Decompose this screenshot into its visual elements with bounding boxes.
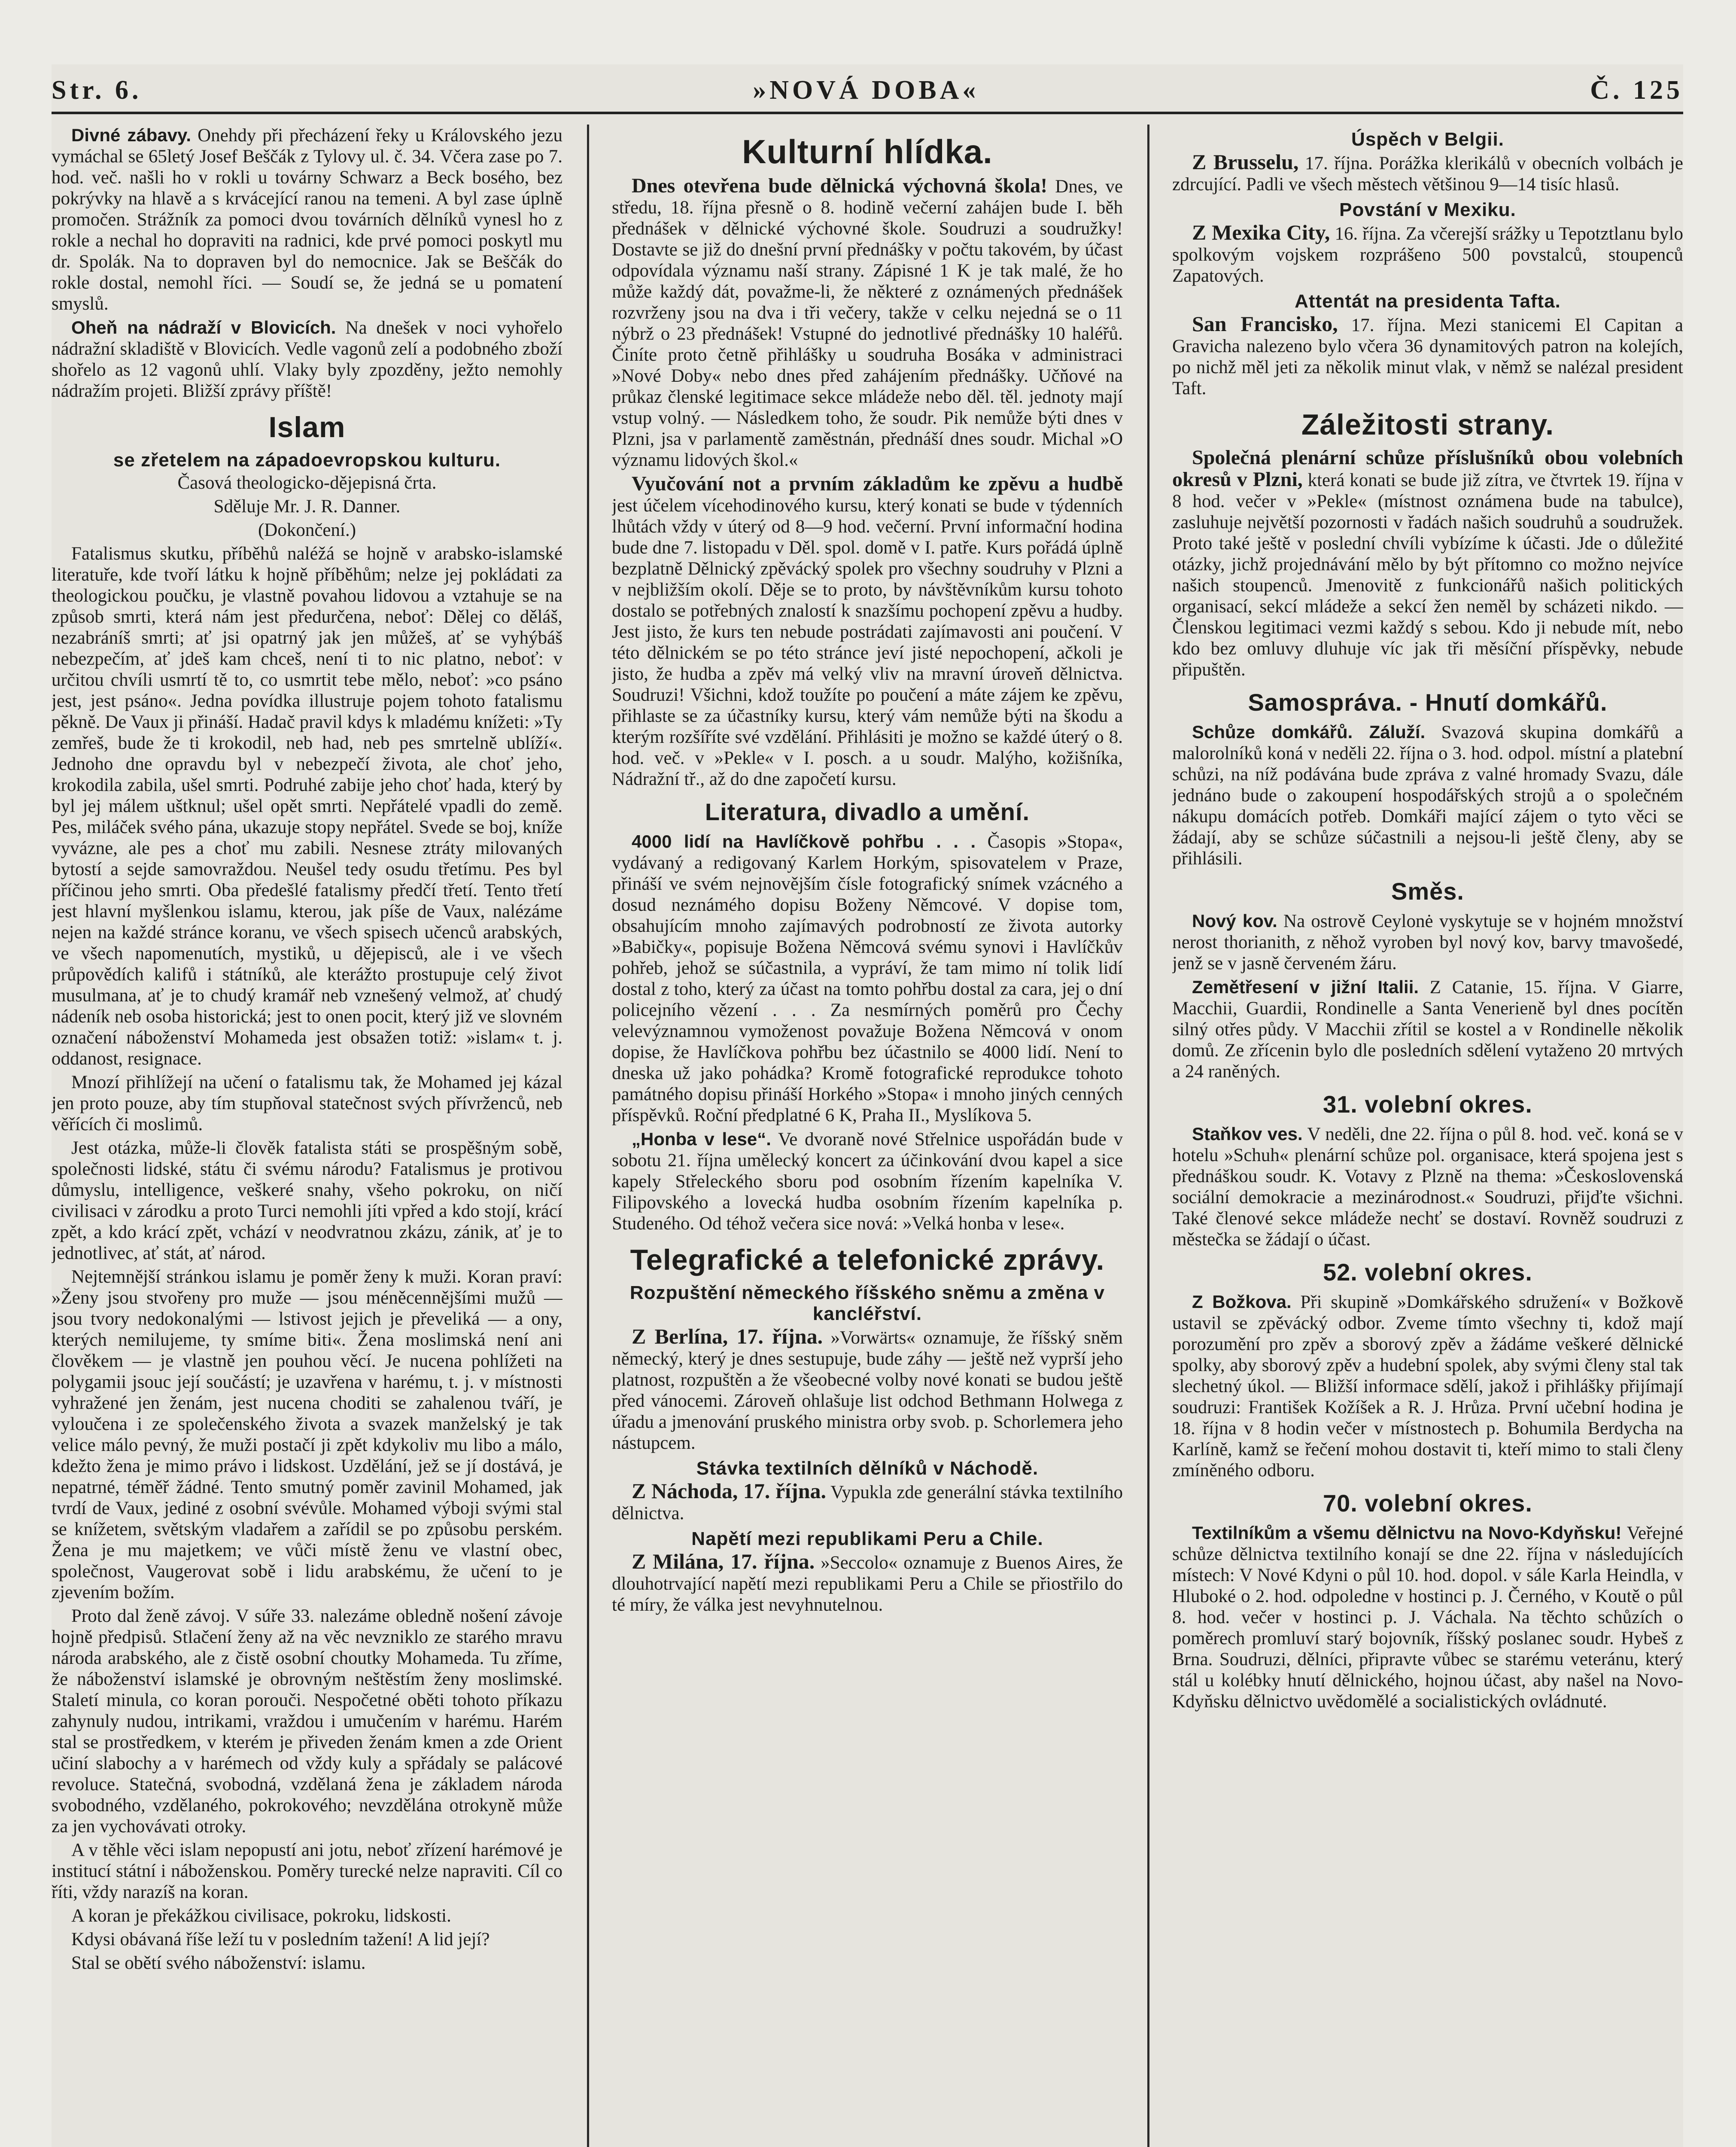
article-text: jest účelem vícehodinového kursu, který konati se bude v týdenních lhůtách vždy v úterý od 8—9 hod. večerní. První informační hodina bude dne 7. listopadu v Děl. spol. domě v I. patře. Kurs pořádá úplně bezplatně Dělnický zpěvácký spolek pro všechny soudruhy v Plzni a v nejbližším okolí. Děje se to proto, by návštěvníkům kursu tohoto dostalo se potřebných znalostí k snazšímu pochopení zpěvu a hudby. Jest jisto, že kurs ten nebude postrádati zajímavosti ani poučení. V této dělnickém se po této stránce jeví jisté nepochopení, ačkoli je jisto, že hudba a zpěv má velký vliv na mravní úroveň dělnictva. Soudruzi! Všichni, kdož toužíte po poučení a máte zájem ke zpěvu, přihlaste se za účastníky kursu, který vám nemůže býti na škodu a kterým rozšíříte své vzdělání. Přihlásiti je možno se každé úterý o 8. hod. več. v »Pekle« v I. posch. a u soudr. Malýho, kožišníka, Nádražní tř., až do dne započetí kursu. — [612, 496, 1123, 789]
article-honba-v-lese — [612, 1128, 1123, 1234]
news-text: Za včerejší srážky u Tepotztlanu bylo spolkovým vojskem rozprášeno 500 povstalců, stoupenců Zapatových. — [1172, 224, 1683, 286]
article-vyucovani-not — [612, 473, 1123, 790]
article-ohen-blovice — [52, 317, 562, 401]
news-milan — [612, 1551, 1123, 1615]
article-lead: Vyučování not a prvním základům ke zpěvu a hudbě — [632, 472, 1123, 495]
page-header — [52, 64, 1683, 114]
article-zemetreseni — [1172, 976, 1683, 1082]
news-berlin — [612, 1326, 1123, 1454]
article-text: která konati se bude již zítra, ve čtvrtek 19. října v 8 hod. večer v »Pekle« (místnost oznámena bude na tabulce), zasluhuje největší pozornosti v řadách našich soudruhů a soudružek. Proto také ještě v poslední chvíli vybízíme k účasti. Jde o důležité otázky, jichž projednávání mělo by být přítomno co možno nejvíce našich stoupenců. Jmenovitě z funkcionářů našich politických organisací, sekcí mládeže a sekcí žen neměl by scházeti nikdo. — Členskou legitimaci vezmi každý s sebou. Kdo ji nebude mít, nebo kdo bez omluvy dluhuje víc jak tři měsíční příspěvky, nebude připuštěn. — [1172, 470, 1683, 680]
column-rule-2 — [1147, 125, 1149, 2147]
article-text: Dnes, ve středu, 18. října přesně o 8. hodině večerní zahájen bude I. běh přednášek v dělnické výchovné škole. Soudruzi a soudružky! Dostavte se již do dnešní první přednášky v počtu takovém, by účast odpovídala významu naší strany. Zápisné 1 K je tak malé, že ho může každý dát, považme-li, že některé z oznámených přednášek rozvrženy jsou na dva i tři večery, takže v celku nejedná se o 11 nýbrž o 23 přednášek! Vstupné do jednotlivé přednášky 10 haléřů. Činíte proto četně přihlášky u soudruha Bosáka v administraci »Nové Doby« nebo dnes před zahájením přednášky. Učňové na průkaz členské legitimace sekce mládeže nebo děl. těl. jednoty mají vstup volný. — Následkem toho, že soudr. Pik nemůže býti dnes v Plzni, jsa v parlamentě zaměstnán, přednáší dnes soudr. Michal »O významu lidových škol.« — [612, 176, 1123, 470]
article-lead: Staňkov ves. — [1192, 1124, 1303, 1144]
news-headline: Rozpuštění německého říšského sněmu a změna v kancléřství. — [629, 1282, 1105, 1324]
article-lead: Společná plenární schůze příslušníků obou volebních okresů v Plzni, — [1172, 446, 1683, 491]
paragraph: Fatalismus skutku, příběhů naléžá se hojně v arabsko-islamské literatuře, kde tvoří látku k hojně příběhům; nelze jej pokládati za theologickou poučku, je vlastně povahou lidovou a vztahuje se na způsob smrti, která nám jest předurčena, neboť: Dělej co děláš, nezabráníš smrti; ať jsi opatrný jak jen můžeš, ať se vyhýbáš nebezpečím, ať jdeš kam chceš, není ti to nic platno, neboť: v určitou chvíli usmrtí tě to, co usmrtit tebe mělo, neboť: »co psáno jest, jest psáno«. Jedna povídka illustruje pojem tohoto fatalismu pěkně. De Vaux ji přináší. Hadač pravil kdys k mladému knížeti: »Ty zemřeš, bude že ti krokodil, neb had, neb pes smrtelně ublíží«. Jednoho dne opravdu byl v nebezpečí života, ale choť jeho, krokodila zabila, ušel smrti. Podruhé zabije jeho choť hada, který by byl jej málem uštknul; ušel opět smrti. Nepřátelé vpadli do země. Pes, miláček svého pána, ukazuje stopy nepřátel. Svede se boj, kníže vyvázne, ale pes a choť mu zabili. Nesnese ztráty milovaných bytostí a sejde samovraždou. Neušel tedy osudu třetímu. Pes byl příčinou jeho smrti. Oba předešlé fatalismy předčí třetí. Tento třetí jest hlavní myšlenkou islamu, kterou, jak píše de Vaux, nalézáme nejen na každé stránce koranu, ve všech spisech učenců arabských, ve všech napomenutích, mystiků, u dějepisců, ale i ve všech průpovědích kalifů i státníků, ale kterážto prostupuje celý život musulmana, ať je to chudý kramář neb vznešený velmož, ať chudý nádeník neb osoba historická; jest to onen pocit, který již ve slovném označení náboženství Mohameda jest obsažen totiž: »islam« t. j. oddanost, resignace. — [52, 544, 562, 1069]
paragraph: A koran je překážkou civilisace, pokroku, lidskosti. — [71, 1906, 451, 1926]
article-bozkov — [1172, 1291, 1683, 1481]
news-headline: Úspěch v Belgii. — [1351, 129, 1504, 150]
article-text: Svazová skupina domkářů a malorolníků koná v neděli 22. října o 3. hod. odpol. místní a platební schůzi, na níž podávána bude zpráva z valné hromady Svazu, dále jednáno bude o zakoupení hospodářských strojů a o společném nákupu domácích potřeb. Domkáři mající zájem o tyto věci se žádají, aby se schůze súčastnili a nejsou-li ještě členy, aby se přihlásili. — [1172, 722, 1683, 869]
article-caption: Časová theologicko-dějepisná črta. — [177, 473, 437, 493]
article-divne-zabavy — [52, 125, 562, 314]
masthead-title: »NOVÁ DOBA« — [753, 76, 979, 105]
paragraph: A v těhle věci islam nepopustí ani jotu, neboť zřízení harémové je institucí státní i náboženskou. Poměry turecké nelze napraviti. Cíl co říti, vždy narazíš na koran. — [52, 1840, 562, 1902]
article-text: Onehdy při přecházení řeky u Královského jezu vymáchal se 65letý Josef Beščák z Tylovy ul. č. 34. Včera zase po 7. hod. več. našli ho v rokli u továrny Schwarz a Beck bosého, bez pokrývky na hlavě a s krvácející ranou na temeni. A byl zase úplně promočen. Strážník za pomoci dvou továrních dělníků vynesl ho z rokle a nechal ho dopraviti na radnici, kde prvé pomoci poskytl mu dr. Spolák. Na to dopraven byl do nemocnice. Jak se Beščák do rokle dostal, nemohl říci. — Soudí se, že jedná se u pomatení smyslů. — [52, 125, 562, 314]
news-san-francisko — [1172, 313, 1683, 399]
paragraph: Proto dal ženě závoj. V súře 33. nalezáme obledně nošení závoje hojně předpisů. Stlačení ženy až na věc nevzniklo ze starého mravu národa arabského, ale z čistě osobní choutky Mohameda. Tu zříme, že náboženství islamské je obrovným neštěstím ženy moslimské. Staletí minula, co koran porouči. Nespočetné oběti tohoto příkazu zahynuly nudou, intrikami, vraždou i umučením v harému. Harém stal se prostředkem, v kterém je přiveden ženám kmen a zde Orient učiní slabochy a v harémech od vždy kuly a spřádaly se palácové revoluce. Statečná, svobodná, vzdělaná žena je základem národa svobodného, vzdělaného, pokrokového; nevzdělána otrokyně může za jen vychovávati otroky. — [52, 1606, 562, 1837]
column-middle — [612, 125, 1123, 2147]
section-title-zalezitosti-strany: Záležitosti strany. — [1301, 408, 1554, 441]
article-lead: Oheň na nádraží v Blovicích. — [71, 317, 336, 338]
news-text: »Vorwärts« oznamuje, že říšský sněm německý, který je dnes sestupuje, bude záhy — ještě než vyprší jeho platnost, rozpuštěn a že všeobecné volby nové konati se budou ještě před vánocemi. Zároveň ohlašuje list odchod Bethmann Holwega z úřadu a jmenování pruského ministra orby svob. p. Schorlemera jeho nástupcem. — [612, 1328, 1123, 1453]
paragraph: Nejtemnější stránkou islamu je poměr ženy k muži. Koran praví: »Ženy jsou stvořeny pro muže — jsou méněcennějšími mužů — jsou tvory nedokonalými — lstivost jejich je převeliká — a ony, kterých nemilujeme, ty smíme biti«. Žena moslimská není ani člověkem — je vlastně jen pouhou věcí. Je nucena pohlížeti na polygamii jsouc její součástí; je uzavřena v harému, t. j. v místnosti vyhražené jen ženám, jest nucena choditi se zahalenou tváří, je vyloučena i ze společenského života a svazek manželský je tak velice málo pevný, že muži postačí ji zpět kdykoliv mu libo a málo, kdežto žena je mimo právo i lidskost. Uzdělání, jež se jí dostává, je nepatrné, téměř žádné. Tento smutný poměr zavinil Mohamed, jak tvrdí de Vaux, jediné z osobní svévůle. Mohamed výboji svými stal se knížetem, světským vladařem a zařídil se po způsobu perském. Žena je mu majetkem; ve vůči místě ženu ve vlastní obec, společnost, Vaugerovat sobě i lidu arabskému, že učení to je zjevením božím. — [52, 1267, 562, 1603]
article-lead: Nový kov. — [1192, 911, 1277, 931]
section-title-31-okres: 31. volební okres. — [1323, 1091, 1532, 1118]
section-title-literatura: Literatura, divadlo a umění. — [705, 798, 1030, 825]
article-lead: Schůze domkářů. Záluží. — [1192, 722, 1426, 742]
article-lead: Dnes otevřena bude dělnická výchovná škola! — [632, 174, 1048, 197]
article-title-islam: Islam — [268, 411, 346, 444]
article-text: Z Catanie, 15. října. V Giarre, Macchii, Guardii, Rondinelle a Santa Venerieně byl dnes pocítěn silný otřes půdy. V Macchii zřítil se kostel a v Rondinelle několik domů. Ze zřícenin bylo dle posledních sdělení vytaženo 20 mrtvých a 24 raněných. — [1172, 977, 1683, 1082]
news-headline: Napětí mezi republikami Peru a Chile. — [691, 1528, 1043, 1549]
news-date: 17. října. — [1351, 315, 1426, 335]
news-text: Mezi stanicemi El Capitan a Gravicha nalezeno bylo včera 36 dynamitových patron na kolejích, po nichž měl jeti za několik minut vlak, v němž se nalézal president Taft. — [1172, 315, 1683, 398]
news-text: Vypukla zde generální stávka textilního dělnictva. — [612, 1482, 1123, 1524]
article-text: V neděli, dne 22. října o půl 8. hod. več. koná se v hotelu »Schuh« plenární schůze pol. organisace, která spojena jest s přednáškou soudr. K. Votavy z Plzně na thema: »Československá sociální demokracie a mezinárodnost.« Soudruzi, přijďte všichni. Také členové sekce mládeže nechť se dostaví. Rovněž soudruzi z městečka se žádají o účast. — [1172, 1124, 1683, 1250]
news-dateline: Z Berlína, 17. října. — [632, 1324, 823, 1348]
newspaper-page — [52, 64, 1683, 2147]
article-text: Na dnešek v noci vyhořelo nádražní skladiště v Blovicích. Vedle vagonů zelí a podobného zboží shořelo as 12 vagonů uhlí. Vlaky byly zpozděny, ježto nemohly nádražím projeti. Bližší zprávy příště! — [52, 318, 562, 401]
paragraph: Jest otázka, může-li člověk fatalista státi se prospěšným sobě, společnosti lidské, státu či svému národu? Fatalismus je protivou důmyslu, intelligence, veškeré snahy, všeho pokroku, on ničí civilisaci v zárodku a proto Turci nemohli jíti vpřed a kdo stojí, krácí zpět, a kdo krácí zpět, vchází v neodvratnou zkázu, zánik, ať je to jednotlivec, ať stát, ať národ. — [52, 1138, 562, 1263]
article-text: Při skupině »Domkářského sdružení« v Božkově ustavil se zpěvácký odbor. Zveme tímto všechny ti, kdož mají porozumění pro zpěv a sborový zpěv a žádáme veškeré dělnické spolky, aby sborový zpěv a hudební spolek, aby svými členy stal tak slechetný úkol. — Bližší informace sdělí, jakož i přihlášky přijímají soudruzi: František Kožíšek a R. J. Hrůza. První učební hodina je 18. října v 8 hodin večer v místnostech p. Bohumila Berdycha na Karlíně, kamž se řečení mohou dostavit ti, kteří mimo to stali členy zmíněného odboru. — [1172, 1292, 1683, 1481]
news-brussel — [1172, 152, 1683, 195]
article-author: Sděluje Mr. J. R. Danner. — [213, 496, 401, 517]
article-delnicka-skola — [612, 175, 1123, 471]
news-mexiko — [1172, 222, 1683, 286]
news-dateline: Z Milána, 17. října. — [632, 1549, 815, 1573]
article-textilnikum — [1172, 1522, 1683, 1712]
article-lead: „Honba v lese“. — [632, 1129, 771, 1149]
article-plenarni-schuze — [1172, 447, 1683, 680]
article-stankov — [1172, 1123, 1683, 1250]
article-havlickuv-pohreb — [612, 831, 1123, 1126]
news-text: »Seccolo« oznamuje z Buenos Aires, že dlouhotrvající napětí mezi republikami Peru a Chile se přiostřilo do té míry, že válka jest nevyhnutelnou. — [612, 1553, 1123, 1615]
section-title-70-okres: 70. volební okres. — [1323, 1490, 1532, 1517]
article-novy-kov — [1172, 910, 1683, 974]
news-nachod — [612, 1481, 1123, 1524]
section-title-samosprava: Samospráva. - Hnutí domkářů. — [1248, 689, 1608, 716]
news-text: Porážka klerikálů v obecních volbách je zdrcující. Padli ve všech městech většinou 9—14 tisíc hlasů. — [1172, 153, 1683, 195]
news-place: San Francisko, — [1192, 312, 1338, 336]
article-continuation: (Dokončení.) — [258, 520, 356, 540]
article-text: Časopis »Stopa«, vydávaný a redigovaný Karlem Horkým, spisovatelem v Praze, přináší ve svém nejnovějším čísle fotografický snímek vzácného a dosud neznámého dopisu Boženy Němcové. V dopise tom, obsahujícím mnoho zajímavých podrobností ze života autorky »Babičky«, popisuje Božena Němcová svému synovi i Havlíčkův pohřeb, jehož se súčastnila, a vypráví, že tam mimo ní tolik lidí dostal z toho, který za účast na tomto pohřbu dostal za cara, jej o dní policejního vězení . . . Za nesmírných poměrů pro Čechy velevýznamnou vymoženost považuje Božena Němcová v onom dopise, že Havlíčkova pohřbu bez účastnilo se 4000 lidí. Není to dneska už jako pohádka? Kromě fotografické reprodukce tohoto památného dopisu přináší Horkého »Stopa« i mnoho jiných cenných příspěvků. Roční předplatné 6 K, Praha II., Myslíkova 5. — [612, 832, 1123, 1125]
news-date: 16. října. — [1335, 224, 1401, 244]
news-dateline: Z Náchoda, 17. října. — [632, 1479, 827, 1503]
article-lead: 4000 lidí na Havlíčkově pohřbu . . . — [632, 831, 976, 852]
section-title-52-okres: 52. volební okres. — [1323, 1259, 1532, 1286]
news-date: 17. října. — [1305, 153, 1373, 173]
paragraph: Stal se obětí svého náboženství: islamu. — [71, 1953, 366, 1973]
news-place: Z Brusselu, — [1192, 150, 1299, 174]
article-text: Ve dvoraně nové Střelnice uspořádán bude v sobotu 21. října umělecký koncert za účinkování dvou kapel a sice kapely Střeleckého sboru pod osobním řízením kapelníka V. Filipovského a lovecká hudba osobním řízením kapelníka p. Studeného. Od téhož večera sice nová: »Velká honba v lese«. — [612, 1129, 1123, 1234]
article-schuze-domkaru — [1172, 721, 1683, 869]
paragraph: Mnozí přihlížejí na učení o fatalismu tak, že Mohamed jej kázal jen proto pouze, aby tím stupňoval statečnost svých přívrženců, neb věřících či moslimů. — [52, 1072, 562, 1134]
article-lead: Divné zábavy. — [71, 125, 192, 145]
issue-number: Č. 125 — [1590, 76, 1683, 105]
paragraph: Kdysi obávaná říše leží tu v posledním tažení! A lid její? — [71, 1929, 490, 1949]
page-number: Str. 6. — [52, 76, 142, 105]
section-title-kulturni-hlidka: Kulturní hlídka. — [742, 133, 993, 170]
column-rule-1 — [587, 125, 589, 2147]
news-headline: Attentát na presidenta Tafta. — [1295, 291, 1561, 312]
news-place: Z Mexika City, — [1192, 220, 1330, 244]
section-title-telegraficke: Telegrafické a telefonické zprávy. — [630, 1244, 1105, 1276]
article-lead: Textilníkům a všemu dělnictvu na Novo-Kdyňsku! — [1192, 1523, 1622, 1543]
article-text: Veřejné schůze dělnictva textilního konají se dne 22. října v následujících místech: V Nové Kdyni o půl 10. hod. dopol. v sále Karla Heindla, v Hluboké o 2. hod. odpoledne v hostinci p. J. Černého, v Koutě o půl 8. hod. večer v hostinci p. J. Váchala. Na těchto schůzích o poměrech promluví starý bojovník, říšský poslanec soudr. Hybeš z Brna. Soudruzi, dělníci, připravte vůbec se starému veteránu, který stál u kolébky hnutí dělnického, hojnou účast, aby našel na Novo-Kdyňsku dělnictvo uvědomělé a socialistických ovládnuté. — [1172, 1523, 1683, 1712]
column-right — [1172, 125, 1683, 2147]
article-lead: Z Božkova. — [1192, 1292, 1292, 1312]
section-title-smes: Směs. — [1391, 878, 1464, 905]
column-left — [52, 125, 562, 2147]
news-headline: Povstání v Mexiku. — [1339, 199, 1516, 220]
news-headline: Stávka textilních dělníků v Náchodě. — [696, 1458, 1039, 1479]
article-text: Na ostrově Ceylonė vyskytuje se v hojném množství nerost thorianith, z něhož vyroben byl nový kov, barvy tmavošedé, jenž se v jasně červeném žáru. — [1172, 911, 1683, 973]
article-lead: Zemětřesení v jižní Italii. — [1192, 977, 1419, 997]
article-subtitle: se zřetelem na západoevropskou kulturu. — [113, 450, 501, 471]
